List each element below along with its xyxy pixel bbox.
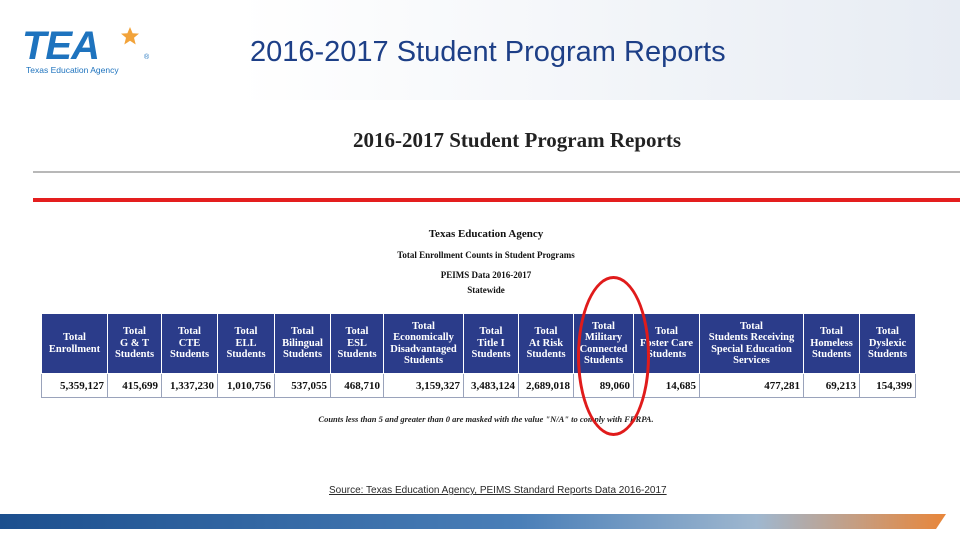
document-title: 2016-2017 Student Program Reports [352, 128, 681, 152]
column-header-line: Bilingual [282, 337, 323, 349]
column-header-line: Total [820, 326, 843, 338]
column-header-line: Total [479, 326, 503, 338]
column-header-line: CTE [178, 337, 201, 349]
column-header [108, 314, 162, 374]
column-header-line: Students [114, 349, 155, 361]
column-header [162, 314, 218, 374]
column-header-line: Total [876, 326, 899, 338]
table-cell: 154,399 [860, 374, 916, 398]
column-header-line: Total [345, 326, 369, 338]
source-link[interactable]: Source: Texas Education Agency, PEIMS Standard Reports Data 2016-2017 [329, 485, 667, 496]
column-header-line: Students [226, 349, 266, 361]
gray-divider [33, 171, 960, 173]
column-header-line: Students [811, 349, 852, 361]
column-header [331, 314, 384, 374]
table-cell: 1,010,756 [218, 374, 275, 398]
table-cell: 2,689,018 [519, 374, 574, 398]
footer-bar [0, 514, 960, 529]
column-header [218, 314, 275, 374]
column-header [42, 314, 108, 374]
column-header-line: Dyslexic [868, 337, 907, 349]
slide-header [0, 0, 960, 100]
table-row [42, 374, 916, 398]
column-header-line: Students [867, 349, 908, 361]
report-data-source: PEIMS Data 2016-2017 [440, 270, 532, 280]
column-header-line: At Risk [528, 337, 564, 349]
table-cell: 537,055 [275, 374, 331, 398]
column-header-line: Total [740, 320, 763, 332]
ferpa-note: Counts less than 5 and greater than 0 are masked with the value "N/A" to comply with FERPA. [318, 414, 654, 424]
column-header-line: Total [655, 326, 678, 338]
column-header-line: Students [526, 349, 566, 361]
report-title: Total Enrollment Counts in Student Programs [397, 250, 575, 260]
column-header-line: Total [592, 320, 615, 332]
column-header-line: Students [646, 349, 687, 361]
column-header-line: Students Receiving [708, 332, 795, 343]
column-header [860, 314, 916, 374]
column-header-line: Enrollment [48, 343, 101, 355]
column-header-line: Total [534, 326, 558, 338]
column-header [275, 314, 331, 374]
table-cell: 477,281 [700, 374, 804, 398]
column-header-line: Military [584, 332, 623, 343]
report-scope: Statewide [467, 285, 505, 295]
table-cell: 69,213 [804, 374, 860, 398]
column-header-line: G & T [120, 337, 149, 349]
column-header-line: Disadvantaged [390, 343, 457, 355]
red-divider [33, 198, 960, 202]
column-header-line: Total [291, 326, 314, 338]
column-header-line: Services [733, 355, 770, 366]
column-header-line: ESL [347, 337, 367, 349]
table-cell: 3,159,327 [384, 374, 464, 398]
column-header-line: Homeless [810, 337, 853, 349]
registered-mark: ® [144, 54, 150, 61]
column-header-line: Total [412, 320, 435, 332]
tea-logo [22, 24, 150, 78]
table-cell: 468,710 [331, 374, 384, 398]
column-header [700, 314, 804, 374]
column-header-line: Students [337, 349, 377, 361]
logo-subtitle: Texas Education Agency [26, 65, 119, 75]
column-header [464, 314, 519, 374]
enrollment-table [41, 313, 916, 398]
table-header-row [42, 314, 916, 374]
column-header-line: Total [123, 326, 146, 338]
table-cell: 5,359,127 [42, 374, 108, 398]
table-cell: 89,060 [574, 374, 634, 398]
column-header-line: Students [583, 355, 624, 366]
column-header-line: Economically [393, 332, 454, 343]
column-header [384, 314, 464, 374]
table-cell: 1,337,230 [162, 374, 218, 398]
column-header-line: Total [234, 326, 258, 338]
column-header-line: Students [282, 349, 323, 361]
column-header-line: ELL [235, 337, 257, 349]
page-title: 2016-2017 Student Program Reports [250, 36, 726, 68]
column-header-line: Total [63, 332, 86, 343]
column-header-line: Title I [477, 337, 505, 349]
column-header-line: Special Education [711, 343, 792, 355]
report-org: Texas Education Agency [428, 228, 544, 240]
column-header [519, 314, 574, 374]
column-header-line: Students [471, 349, 511, 361]
column-header-line: Connected [579, 343, 628, 355]
highlight-circle [577, 276, 650, 436]
table-cell: 14,685 [634, 374, 700, 398]
column-header [804, 314, 860, 374]
column-header-line: Students [403, 355, 444, 366]
table-cell: 415,699 [108, 374, 162, 398]
logo-mark: TEA [22, 24, 99, 68]
column-header-line: Students [169, 349, 210, 361]
column-header-line: Total [178, 326, 201, 338]
texas-star-icon [120, 26, 140, 46]
table-cell: 3,483,124 [464, 374, 519, 398]
column-header-line: Foster Care [640, 337, 693, 349]
